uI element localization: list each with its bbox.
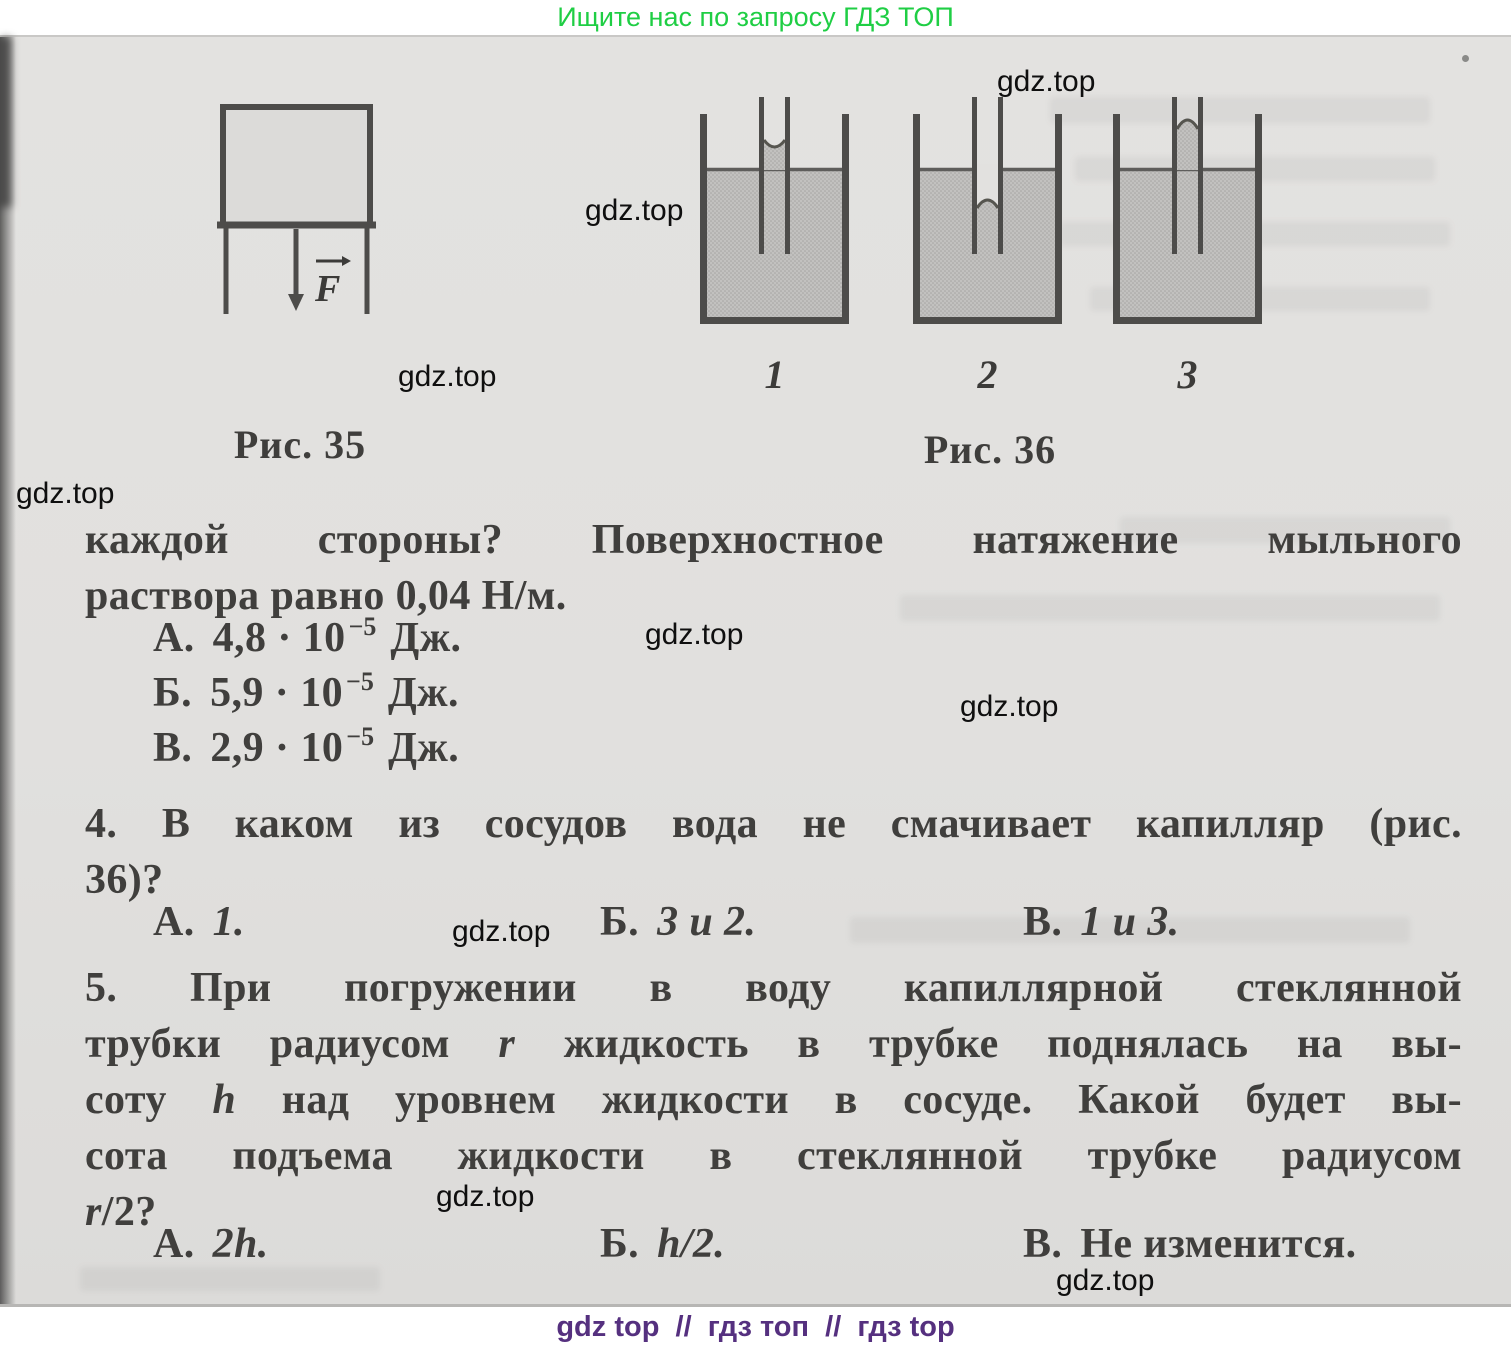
promo-footer-text: gdz top // гдз топ // гдз top <box>556 1311 955 1343</box>
vessel-2 <box>913 97 1062 321</box>
q5-text-line-5: r/2? <box>85 1189 157 1235</box>
q3-option-b: Б. 5,9 · 10 $^{-5}$ Дж. <box>153 667 459 716</box>
watermark: gdz.top <box>16 477 115 510</box>
watermark: gdz.top <box>645 618 744 651</box>
q3-text-line-1: каждой стороны? Поверхностное натяжение мыльного <box>85 517 1462 563</box>
watermark: gdz.top <box>436 1180 535 1213</box>
vector-bar-head <box>342 256 351 266</box>
promo-footer <box>0 1307 1511 1345</box>
scan-area <box>0 35 1511 1307</box>
q4-text-line-2: 36)? <box>85 857 164 903</box>
scan-left-shadow <box>0 37 16 1304</box>
q5-text-line-2: трубки радиусом r жидкость в трубке поднялась на вы- <box>85 1021 1463 1067</box>
q4-option-b: Б. 3 и 2. <box>600 899 757 945</box>
force-label: F <box>315 268 341 310</box>
watermark: gdz.top <box>1056 1264 1155 1297</box>
vessel-3-label: 3 <box>1177 352 1198 392</box>
q3-option-a: А. 4,8 · 10 $^{-5}$ Дж. <box>153 612 462 661</box>
scan-corner-shadow <box>0 37 12 207</box>
film-rectangle <box>223 107 370 225</box>
vessel-3 <box>1113 97 1262 321</box>
figure-36-caption: Рис. 36 <box>923 427 1057 472</box>
q3-option-v: В. 2,9 · 10 $^{-5}$ Дж. <box>153 722 460 771</box>
q4-option-v: В. 1 и 3. <box>1023 899 1180 945</box>
q5-text-line-4: сота подъема жидкости в стеклянной трубке радиусом <box>85 1133 1462 1179</box>
force-arrow-head <box>288 294 304 311</box>
promo-header-text: Ищите нас по запросу ГДЗ ТОП <box>557 2 954 32</box>
q5-option-b: Б. h/2. <box>600 1221 726 1267</box>
scan-speck <box>1462 55 1469 62</box>
watermark: gdz.top <box>960 690 1059 723</box>
vessel-2-label: 2 <box>977 352 998 392</box>
q3-text-line-2: раствора равно 0,04 Н/м. <box>85 573 567 619</box>
watermark: gdz.top <box>997 65 1096 98</box>
watermark: gdz.top <box>585 194 684 227</box>
q5-text-line-3: соту h над уровнем жидкости в сосуде. Какой будет вы- <box>85 1077 1462 1123</box>
figure-35-soap-film-frame <box>215 100 385 320</box>
vessel-1 <box>700 97 849 321</box>
q4-text-line-1: 4. В каком из сосудов вода не смачивает капилляр (рис. <box>85 801 1462 847</box>
bleed-through-artifact <box>80 1267 380 1291</box>
q5-option-a: А. 2h. <box>153 1221 269 1267</box>
vessel-1-label: 1 <box>764 352 785 392</box>
q4-option-a: А. 1. <box>153 899 245 945</box>
q5-option-v: В. Не изменится. <box>1023 1221 1357 1267</box>
q5-text-line-1: 5. При погружении в воду капиллярной стеклянной <box>85 965 1462 1011</box>
figure-35-caption: Рис. 35 <box>233 422 367 467</box>
watermark: gdz.top <box>452 915 551 948</box>
watermark: gdz.top <box>398 360 497 393</box>
figure-36-capillary-vessels <box>690 92 1270 392</box>
promo-header <box>0 0 1511 35</box>
